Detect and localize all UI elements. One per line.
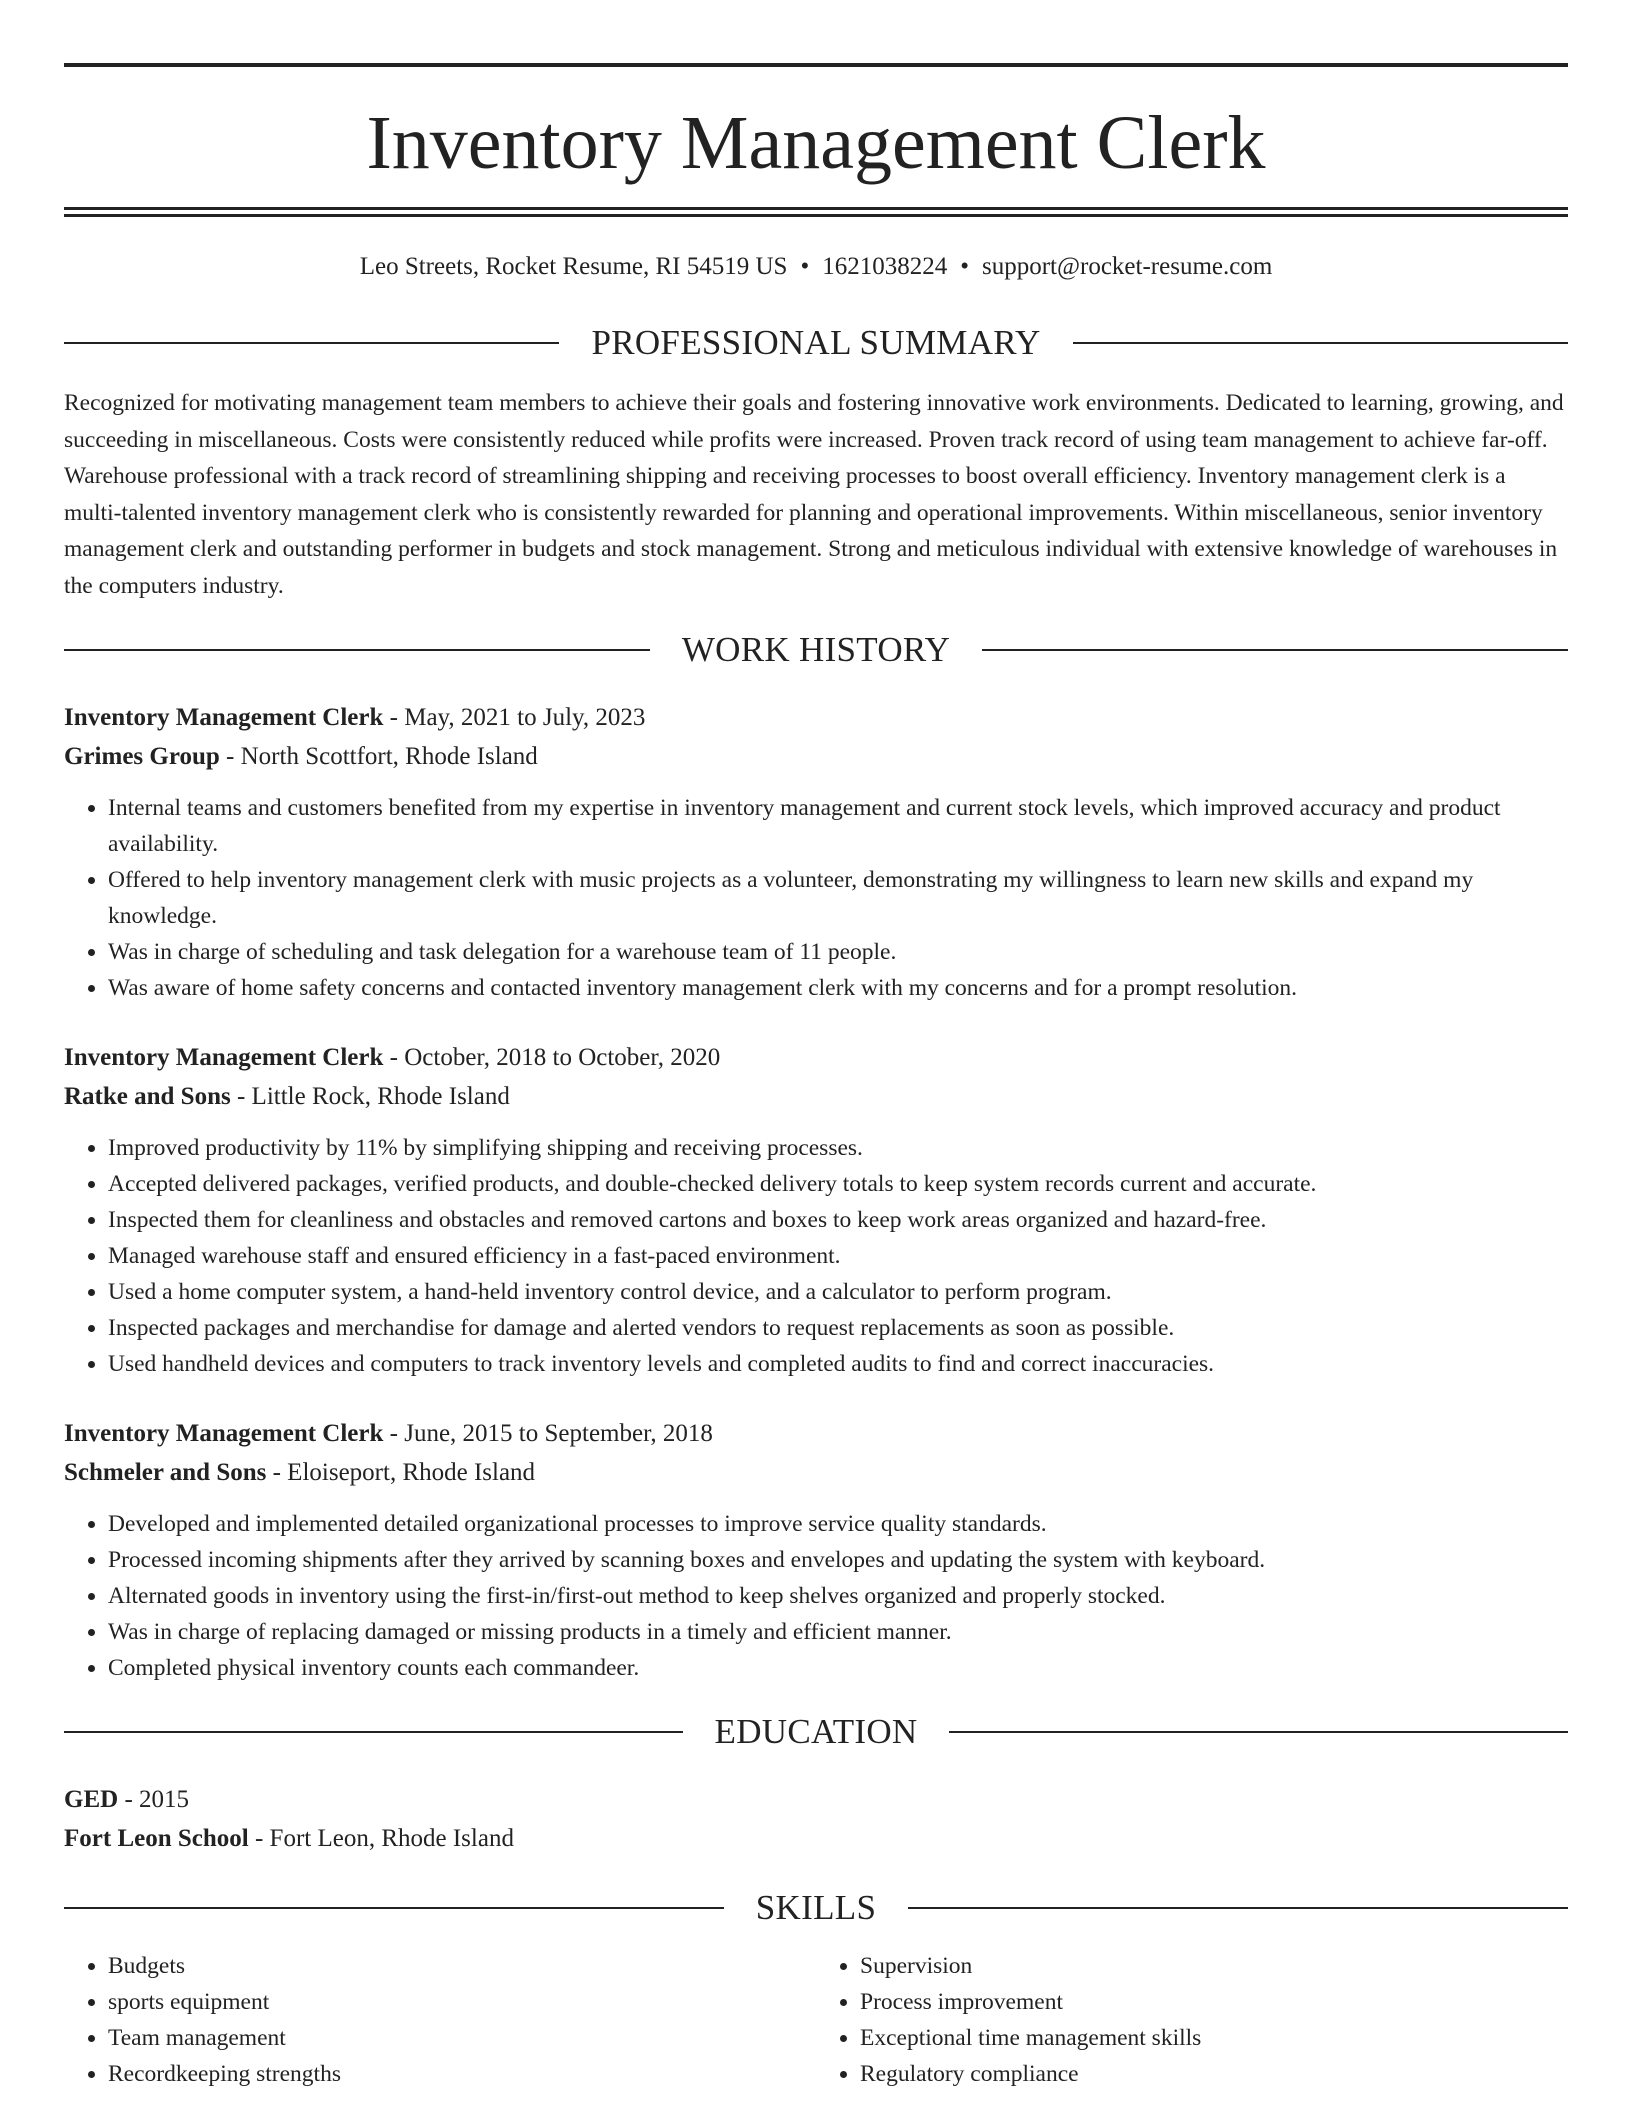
job-title-line	[64, 1414, 1568, 1453]
list-item: • Completed physical inventory counts each commandeer.	[108, 1650, 1568, 1686]
section-heading-summary	[64, 323, 1568, 363]
contact-address: Leo Streets, Rocket Resume, RI 54519 US	[359, 253, 788, 280]
skill-item: • Process improvement	[860, 1984, 1568, 2020]
list-item: • Accepted delivered packages, verified products, and double-checked delivery totals to keep system records current and accurate.	[108, 1166, 1568, 1202]
degree-line	[64, 1780, 1568, 1819]
education-entry	[64, 1780, 1568, 1858]
job-company-line	[64, 737, 1568, 776]
list-item: • Processed incoming shipments after they arrived by scanning boxes and envelopes and updating the system with keyboard.	[108, 1542, 1568, 1578]
contact-phone: 1621038224	[822, 253, 948, 280]
list-item: • Was in charge of scheduling and task delegation for a warehouse team of 11 people.	[108, 934, 1568, 970]
divider-line	[64, 342, 559, 344]
job-location: - North Scottfort, Rhode Island	[219, 743, 538, 770]
divider-line	[949, 1731, 1568, 1733]
job-title: Inventory Management Clerk	[64, 1044, 384, 1071]
divider-line	[1073, 342, 1568, 344]
job-company-line	[64, 1077, 1568, 1116]
list-item: • Was in charge of replacing damaged or missing products in a timely and efficient manner.	[108, 1614, 1568, 1650]
section-title: PROFESSIONAL SUMMARY	[591, 323, 1041, 362]
skill-item: • Recordkeeping strengths	[108, 2056, 816, 2092]
job-bullets	[64, 1130, 1568, 1382]
skill-item: • Budgets	[108, 1948, 816, 1984]
job-dates: - June, 2015 to September, 2018	[383, 1420, 713, 1447]
degree-year: - 2015	[118, 1786, 190, 1813]
section-heading-work-history	[64, 630, 1568, 670]
section-title: EDUCATION	[714, 1712, 918, 1751]
summary-text: Recognized for motivating management team members to achieve their goals and fostering innovative work environments. Dedicated to learning, growing, and succeeding in miscellaneous. Costs were consistently reduced while profits were increased. Proven track record of using team management to achieve far-off. Warehouse professional with a track record of streamlining shipping and receiving processes to boost overall efficiency. Inventory management clerk is a multi-talented inventory management clerk who is consistently rewarded for planning and operational improvements. Within miscellaneous, senior inventory management clerk and outstanding performer in budgets and stock management. Strong and meticulous individual with extensive knowledge of warehouses in the computers industry.	[64, 390, 1564, 599]
divider-line	[64, 649, 650, 651]
list-item: • Managed warehouse staff and ensured efficiency in a fast-paced environment.	[108, 1238, 1568, 1274]
job-title: Inventory Management Clerk	[64, 1420, 384, 1447]
job-entry	[64, 1414, 1568, 1686]
section-title: SKILLS	[755, 1888, 877, 1927]
section-title: WORK HISTORY	[681, 630, 951, 669]
section-heading-skills	[64, 1888, 1568, 1928]
school-line	[64, 1819, 1568, 1858]
job-company: Ratke and Sons	[64, 1083, 231, 1110]
list-item: • Improved productivity by 11% by simplifying shipping and receiving processes.	[108, 1130, 1568, 1166]
list-item: • Alternated goods in inventory using the first-in/first-out method to keep shelves organized and properly stocked.	[108, 1578, 1568, 1614]
job-bullets	[64, 1506, 1568, 1686]
job-company: Schmeler and Sons	[64, 1459, 267, 1486]
job-company-line	[64, 1453, 1568, 1492]
divider-line	[908, 1907, 1568, 1909]
job-dates: - May, 2021 to July, 2023	[383, 704, 646, 731]
job-title-line	[64, 698, 1568, 737]
skills-column-right	[816, 1948, 1568, 2092]
job-title: Inventory Management Clerk	[64, 704, 384, 731]
contact-separator: •	[800, 253, 810, 280]
job-title-line	[64, 1038, 1568, 1077]
skills-column-left	[64, 1948, 816, 2092]
list-item: • Internal teams and customers benefited from my expertise in inventory management and current stock levels, which improved accuracy and product availability.	[108, 790, 1568, 862]
skill-item: • sports equipment	[108, 1984, 816, 2020]
candidate-name: Inventory Management Clerk	[366, 101, 1266, 185]
skill-item: • Team management	[108, 2020, 816, 2056]
degree: GED	[64, 1786, 119, 1813]
skills-list	[64, 1948, 1568, 2092]
list-item: • Offered to help inventory management clerk with music projects as a volunteer, demonstrating my willingness to learn new skills and expand my knowledge.	[108, 862, 1568, 934]
skill-item: • Exceptional time management skills	[860, 2020, 1568, 2056]
list-item: • Was aware of home safety concerns and contacted inventory management clerk with my concerns and for a prompt resolution.	[108, 970, 1568, 1006]
list-item: • Used handheld devices and computers to track inventory levels and completed audits to find and correct inaccuracies.	[108, 1346, 1568, 1382]
contact-separator: •	[960, 253, 969, 280]
list-item: • Developed and implemented detailed organizational processes to improve service quality standards.	[108, 1506, 1568, 1542]
contact-line	[64, 251, 1568, 283]
job-location: - Eloiseport, Rhode Island	[266, 1459, 536, 1486]
job-company: Grimes Group	[64, 743, 220, 770]
skill-item: • Regulatory compliance	[860, 2056, 1568, 2092]
divider-line	[64, 1731, 683, 1733]
list-item: • Inspected packages and merchandise for damage and alerted vendors to request replacements as soon as possible.	[108, 1310, 1568, 1346]
top-rule	[64, 63, 1568, 67]
divider-line	[982, 649, 1568, 651]
double-rule	[64, 207, 1568, 217]
school-location: - Fort Leon, Rhode Island	[248, 1825, 514, 1852]
job-dates: - October, 2018 to October, 2020	[383, 1044, 721, 1071]
list-item: • Inspected them for cleanliness and obstacles and removed cartons and boxes to keep work areas organized and hazard-free.	[108, 1202, 1568, 1238]
section-heading-education	[64, 1712, 1568, 1752]
job-entry	[64, 1038, 1568, 1382]
school-name: Fort Leon School	[64, 1825, 249, 1852]
skill-item: • Supervision	[860, 1948, 1568, 1984]
resume-page	[64, 63, 1568, 2092]
list-item: • Used a home computer system, a hand-held inventory control device, and a calculator to perform program.	[108, 1274, 1568, 1310]
contact-email[interactable]: support@rocket-resume.com	[981, 253, 1273, 280]
job-bullets	[64, 790, 1568, 1006]
job-location: - Little Rock, Rhode Island	[230, 1083, 510, 1110]
job-entry	[64, 698, 1568, 1006]
divider-line	[64, 1907, 724, 1909]
